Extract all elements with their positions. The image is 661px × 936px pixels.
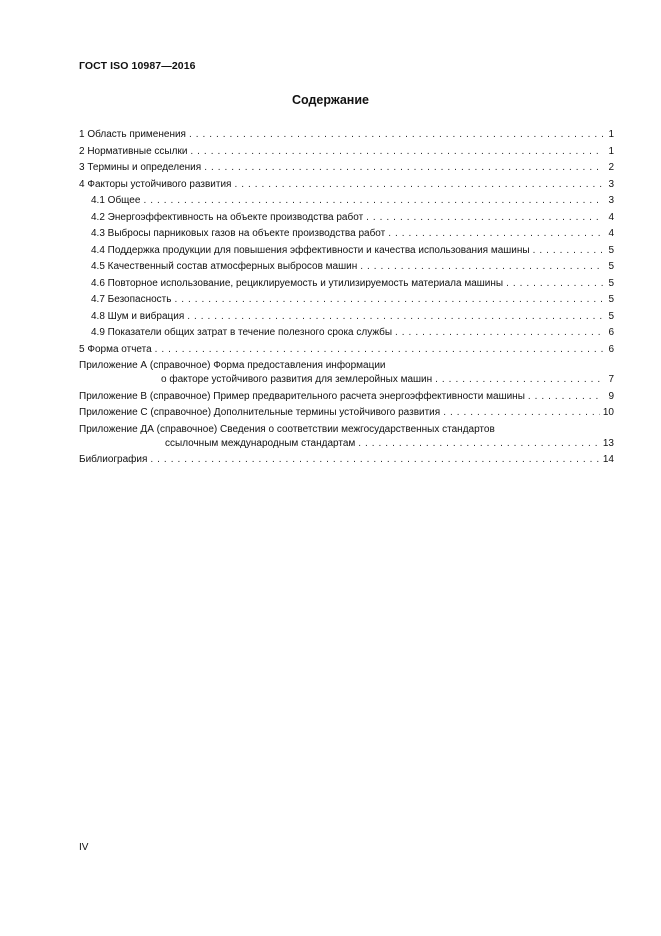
toc-leader-dots (528, 391, 603, 403)
toc-entry-continuation-text: о факторе устойчивого развития для землеройных машин (161, 374, 433, 385)
toc-entry-text: 4.4 Поддержка продукции для повышения эффективности и качества использования машины (91, 244, 530, 256)
toc-leader-dots (366, 212, 603, 224)
toc-entry-4-1[interactable] (79, 195, 614, 207)
toc-entry-text: Приложение В (справочное) Пример предварительного расчета энергоэффективности машины (79, 390, 525, 402)
toc-entry-page: 4 (608, 228, 614, 239)
toc-leader-dots (190, 146, 603, 158)
toc-entry-4-7[interactable] (79, 294, 614, 306)
toc-entry-page: 14 (602, 454, 614, 465)
toc-entry-1[interactable] (79, 129, 614, 141)
toc-entry-text: 4.3 Выбросы парниковых газов на объекте производства работ (91, 228, 386, 239)
page-number: IV (79, 842, 89, 853)
toc-entry-page: 5 (608, 261, 614, 272)
toc-leader-dots (174, 294, 603, 306)
toc-entry-text: 1 Область применения (79, 129, 186, 140)
toc-entry-page: 2 (608, 162, 614, 173)
toc-leader-dots (204, 162, 603, 174)
toc-leader-dots (506, 278, 603, 290)
toc-entry-page: 5 (608, 277, 614, 289)
table-of-contents (79, 129, 614, 471)
toc-entry-continuation-text: ссылочным международным стандартам (165, 437, 356, 449)
toc-entry-page: 1 (608, 145, 614, 157)
toc-entry-4-6[interactable] (79, 278, 614, 290)
toc-leader-dots (150, 454, 599, 466)
toc-entry-4-2[interactable] (79, 212, 614, 224)
toc-entry-text: 4.2 Энергоэффективность на объекте производства работ (91, 211, 364, 223)
toc-entry-page: 5 (608, 294, 614, 305)
toc-leader-dots (189, 129, 603, 141)
toc-entry-page: 5 (608, 310, 614, 322)
toc-entry-text: 4.5 Качественный состав атмосферных выбросов машин (91, 261, 358, 272)
toc-entry-page: 5 (608, 244, 614, 256)
toc-entry-appendix-da[interactable] (79, 424, 614, 436)
toc-leader-dots (358, 438, 600, 450)
toc-entry-text: 4 Факторы устойчивого развития (79, 178, 232, 190)
toc-entry-appendix-b[interactable] (79, 391, 614, 403)
toc-leader-dots (443, 407, 600, 419)
toc-entry-page: 3 (608, 178, 614, 190)
document-code-header: ГОСТ ISO 10987—2016 (79, 60, 196, 72)
toc-entry-appendix-c[interactable] (79, 407, 614, 419)
toc-leader-dots (155, 344, 603, 356)
toc-entry-4[interactable] (79, 179, 614, 191)
toc-entry-text: 5 Форма отчета (79, 343, 152, 355)
toc-entry-text: 4.1 Общее (91, 195, 141, 206)
toc-leader-dots (395, 327, 603, 339)
toc-leader-dots (388, 228, 603, 240)
toc-entry-text: 4.8 Шум и вибрация (91, 310, 185, 322)
toc-entry-appendix-da-continuation[interactable] (79, 438, 614, 450)
toc-entry-text: Приложение ДА (справочное) Сведения о соответствии межгосударственных стандартов (79, 423, 495, 435)
toc-entry-bibliography[interactable] (79, 454, 614, 466)
toc-entry-4-8[interactable] (79, 311, 614, 323)
toc-entry-text: 2 Нормативные ссылки (79, 145, 188, 157)
toc-entry-page: 1 (608, 129, 614, 140)
toc-entry-page: 10 (602, 407, 614, 418)
toc-entry-page: 6 (608, 343, 614, 355)
toc-entry-text: 4.9 Показатели общих затрат в течение полезного срока службы (91, 327, 393, 338)
toc-leader-dots (435, 374, 603, 386)
toc-entry-page: 9 (608, 390, 614, 402)
toc-entry-text: Приложение С (справочное) Дополнительные термины устойчивого развития (79, 407, 441, 418)
toc-leader-dots (187, 311, 603, 323)
toc-entry-text: 4.7 Безопасность (91, 294, 172, 305)
toc-entry-page: 7 (608, 374, 614, 385)
toc-entry-text: 3 Термины и определения (79, 162, 202, 173)
toc-entry-4-3[interactable] (79, 228, 614, 240)
toc-entry-page: 3 (608, 195, 614, 206)
toc-leader-dots (234, 179, 603, 191)
toc-entry-text: Приложение А (справочное) Форма предоставления информации (79, 360, 386, 371)
toc-entry-appendix-a[interactable] (79, 360, 614, 372)
toc-leader-dots (533, 245, 603, 257)
toc-entry-page: 6 (608, 327, 614, 338)
toc-entry-5[interactable] (79, 344, 614, 356)
toc-entry-page: 13 (602, 437, 614, 449)
toc-leader-dots (360, 261, 603, 273)
toc-entry-text: Библиография (79, 454, 148, 465)
toc-entry-4-5[interactable] (79, 261, 614, 273)
toc-entry-2[interactable] (79, 146, 614, 158)
toc-entry-text: 4.6 Повторное использование, рециклируемость и утилизируемость материала машины (91, 277, 504, 289)
toc-entry-4-4[interactable] (79, 245, 614, 257)
toc-title: Содержание (291, 93, 369, 107)
toc-entry-appendix-a-continuation[interactable] (79, 374, 614, 386)
toc-entry-3[interactable] (79, 162, 614, 174)
toc-leader-dots (143, 195, 603, 207)
toc-entry-page: 4 (608, 211, 614, 223)
toc-entry-4-9[interactable] (79, 327, 614, 339)
